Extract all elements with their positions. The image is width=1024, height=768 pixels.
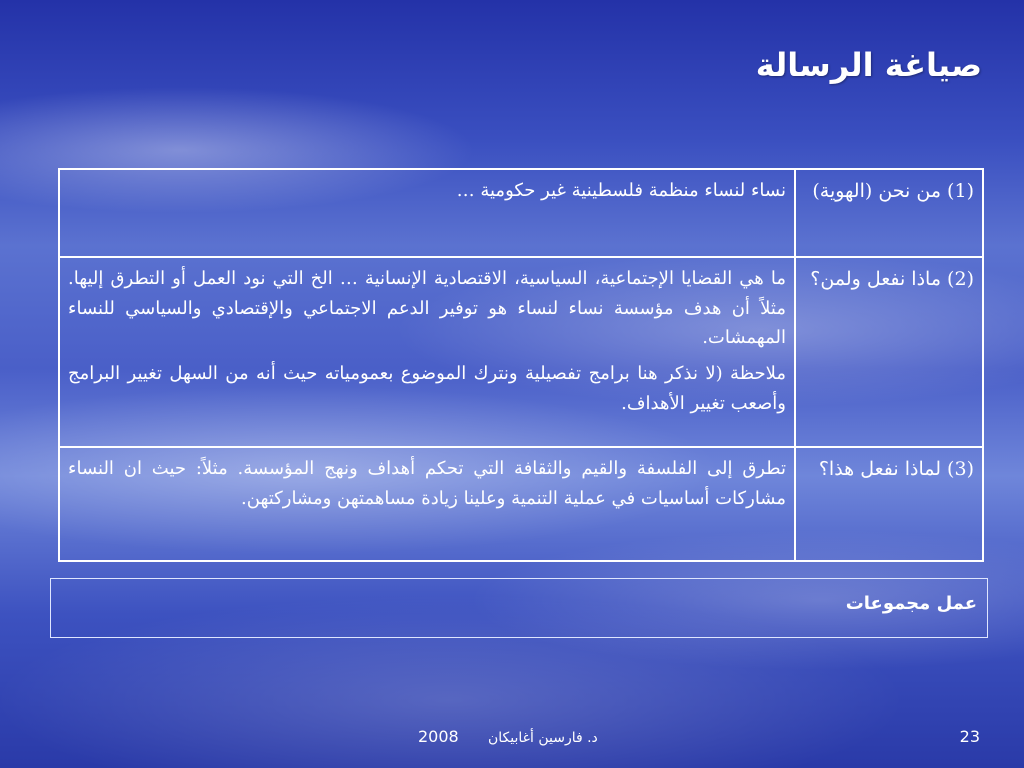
row-content	[59, 257, 795, 447]
page-number: 23	[959, 727, 980, 746]
table-row	[59, 257, 983, 447]
table-row	[59, 447, 983, 561]
slide-title: صياغة الرسالة	[755, 46, 982, 84]
row-label: (1) من نحن (الهوية)	[795, 169, 983, 257]
content-table	[58, 168, 984, 562]
row-paragraph: تطرق إلى الفلسفة والقيم والثقافة التي تحكم أهداف ونهج المؤسسة. مثلاً: حيث ان النساء مشاركات أساسيات في عملية التنمية وعلينا زيادة مساهمتهن ومشاركتهن.	[68, 458, 786, 509]
group-work-label: عمل مجموعات	[845, 593, 977, 614]
row-content	[59, 447, 795, 561]
footer-author: د. فارسين أغابيكان	[488, 730, 598, 746]
row-label: (3) لماذا نفعل هذا؟	[795, 447, 983, 561]
row-content	[59, 169, 795, 257]
row-label: (2) ماذا نفعل ولمن؟	[795, 257, 983, 447]
row-note: ملاحظة (لا نذكر هنا برامج تفصيلية ونترك الموضوع بعمومياته حيث أنه من السهل تغيير البرامج وأصعب تغيير الأهداف.	[68, 363, 786, 414]
footer-year: 2008	[418, 727, 459, 746]
row-paragraph: ما هي القضايا الإجتماعية، السياسية، الاقتصادية الإنسانية … الخ التي نود العمل أو التطرق إليها. مثلاً أن هدف مؤسسة نساء لنساء هو توفير الدعم الاجتماعي والإقتصادي والسياسي للنساء المهمشات.	[68, 268, 786, 349]
row-paragraph: نساء لنساء منظمة فلسطينية غير حكومية …	[456, 180, 786, 201]
group-work-box	[50, 578, 988, 638]
table-row	[59, 169, 983, 257]
